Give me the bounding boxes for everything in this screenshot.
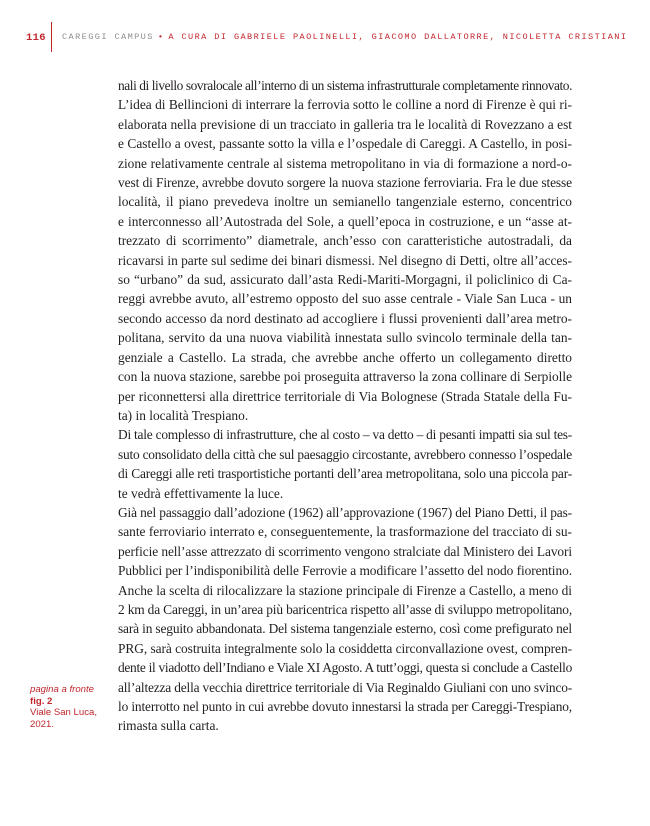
text-line: politana, servito da una nuova viabilità innestata sullo svincolo terminale della tan- (118, 330, 572, 346)
body-paragraph (118, 503, 572, 736)
text-line: trezzato di scorrimento” diametrale, anch’esso con caratteristiche autostradali, da (118, 233, 572, 249)
text-line: zione relativamente centrale al sistema metropolitano in via di formazione a nord-o- (118, 155, 572, 171)
caption-page-reference: pagina a fronte (30, 684, 95, 695)
text-line: reggi avrebbe avuto, all’estremo opposto del suo asse centrale - Viale San Luca - un (118, 291, 572, 307)
running-head (62, 32, 627, 42)
text-line: L’idea di Bellincioni di interrare la ferrovia sotto le colline a nord di Firenze è qui ri- (118, 97, 572, 113)
text-line: Pubblici per l’indisponibilità delle Ferrovie a modificare l’assetto del nodo fiorentino. (118, 563, 572, 579)
text-line: nali di livello sovralocale all’interno di un sistema infrastrutturale completamente rinnovato. (118, 78, 572, 93)
text-line: genziale a Castello. La strada, che avrebbe anche offerto un collegamento diretto (118, 349, 572, 365)
text-line: elaborata nella previsione di un tracciato in galleria tra le località di Rovezzano a est (118, 116, 572, 132)
page-number: 116 (26, 32, 46, 44)
body-paragraph (118, 95, 572, 425)
text-line: per riconnettersi alla direttrice territoriale di Via Bolognese (Strada Statale della Fu- (118, 388, 572, 404)
text-line: e interconnesso all’Autostrada del Sole, a quell’epoca in costruzione, e un “asse at- (118, 213, 572, 229)
caption-description: Viale San Luca, 2021. (30, 707, 98, 730)
text-line: all’altezza della vecchia direttrice territoriale di Via Reginaldo Giuliani con uno svinco- (118, 679, 573, 695)
text-line: ricavarsi in parte sul sedime dei binari dismessi. Nel disegno di Detti, oltre all’acces- (118, 252, 572, 268)
text-line: di Careggi alle reti trasportistiche portanti dell’area metropolitana, solo una piccola par- (118, 466, 572, 482)
text-line: sante ferroviario interrato e, conseguentemente, la trasformazione del tracciato di su- (118, 524, 572, 540)
text-line: Anche la scelta di rilocalizzare la stazione principale di Firenze a Castello, a meno di (118, 582, 572, 598)
text-line: Di tale complesso di infrastrutture, che al costo – va detto – di pesanti impatti sia sul tes- (118, 427, 573, 443)
text-line: PRG, sarà costruita integralmente solo la cosiddetta circonvallazione ovest, compren- (118, 640, 572, 656)
text-line: rimasta sulla carta. (118, 718, 219, 734)
text-line: lo interrotto nel punto in cui avrebbe dovuto innestarsi la strada per Careggi-Trespiano, (118, 699, 572, 714)
bullet-separator: • (157, 32, 165, 42)
body-text (118, 76, 572, 736)
text-line: con la nuova stazione, sarebbe poi proseguita attraverso la zona collinare di Serpiolle (118, 369, 572, 385)
text-line: e Castello a ovest, passante sotto la villa e l’ospedale di Careggi. A Castello, in posi- (118, 136, 572, 152)
text-line: dente il viadotto dell’Indiano e Viale XI Agosto. A tutt’oggi, questa si conclude a Castello (118, 660, 572, 676)
text-line: suto consolidato della città che sul paesaggio circostante, avrebbero connesso l’ospedale (118, 446, 572, 462)
figure-caption (30, 684, 112, 730)
text-line: so “urbano” da sud, assicurato dall’asta Redi-Mariti-Morgagni, il policlinico di Ca- (118, 272, 572, 288)
caption-figure-number: fig. 2 (30, 695, 53, 707)
body-paragraph (118, 425, 572, 503)
text-line: località, il piano prevedeva inoltre un semianello tangenziale esterno, concentrico (118, 194, 572, 210)
page-header (0, 0, 650, 60)
editors-credit: A CURA DI GABRIELE PAOLINELLI, GIACOMO DALLATORRE, NICOLETTA CRISTIANI (168, 32, 628, 42)
text-line: 2 km da Careggi, in un’area più baricentrica rispetto all’asse di sviluppo metropolitano, (118, 601, 573, 617)
text-line: Già nel passaggio dall’adozione (1962) all’approvazione (1967) del Piano Detti, il pas- (118, 504, 572, 520)
text-line: vest di Firenze, avrebbe dovuto sorgere la nuova stazione ferroviaria. Fra le due stesse (118, 175, 573, 191)
text-line: perficie nell’asse attrezzato di scorrimento vengono stralciate dal Ministero dei Lavori (118, 543, 573, 559)
text-line: sarà in seguito abbandonata. Del sistema tangenziale esterno, così come prefigurato nel (118, 621, 572, 637)
body-paragraph (118, 76, 572, 95)
text-line: secondo accesso da nord destinato ad accogliere i flussi provenienti dall’area metro- (118, 310, 572, 326)
text-line: te vedrà effettivamente la luce. (118, 485, 284, 501)
header-divider (51, 22, 52, 52)
text-line: ta) in località Trespiano. (118, 407, 249, 423)
book-title: CAREGGI CAMPUS (62, 32, 154, 42)
